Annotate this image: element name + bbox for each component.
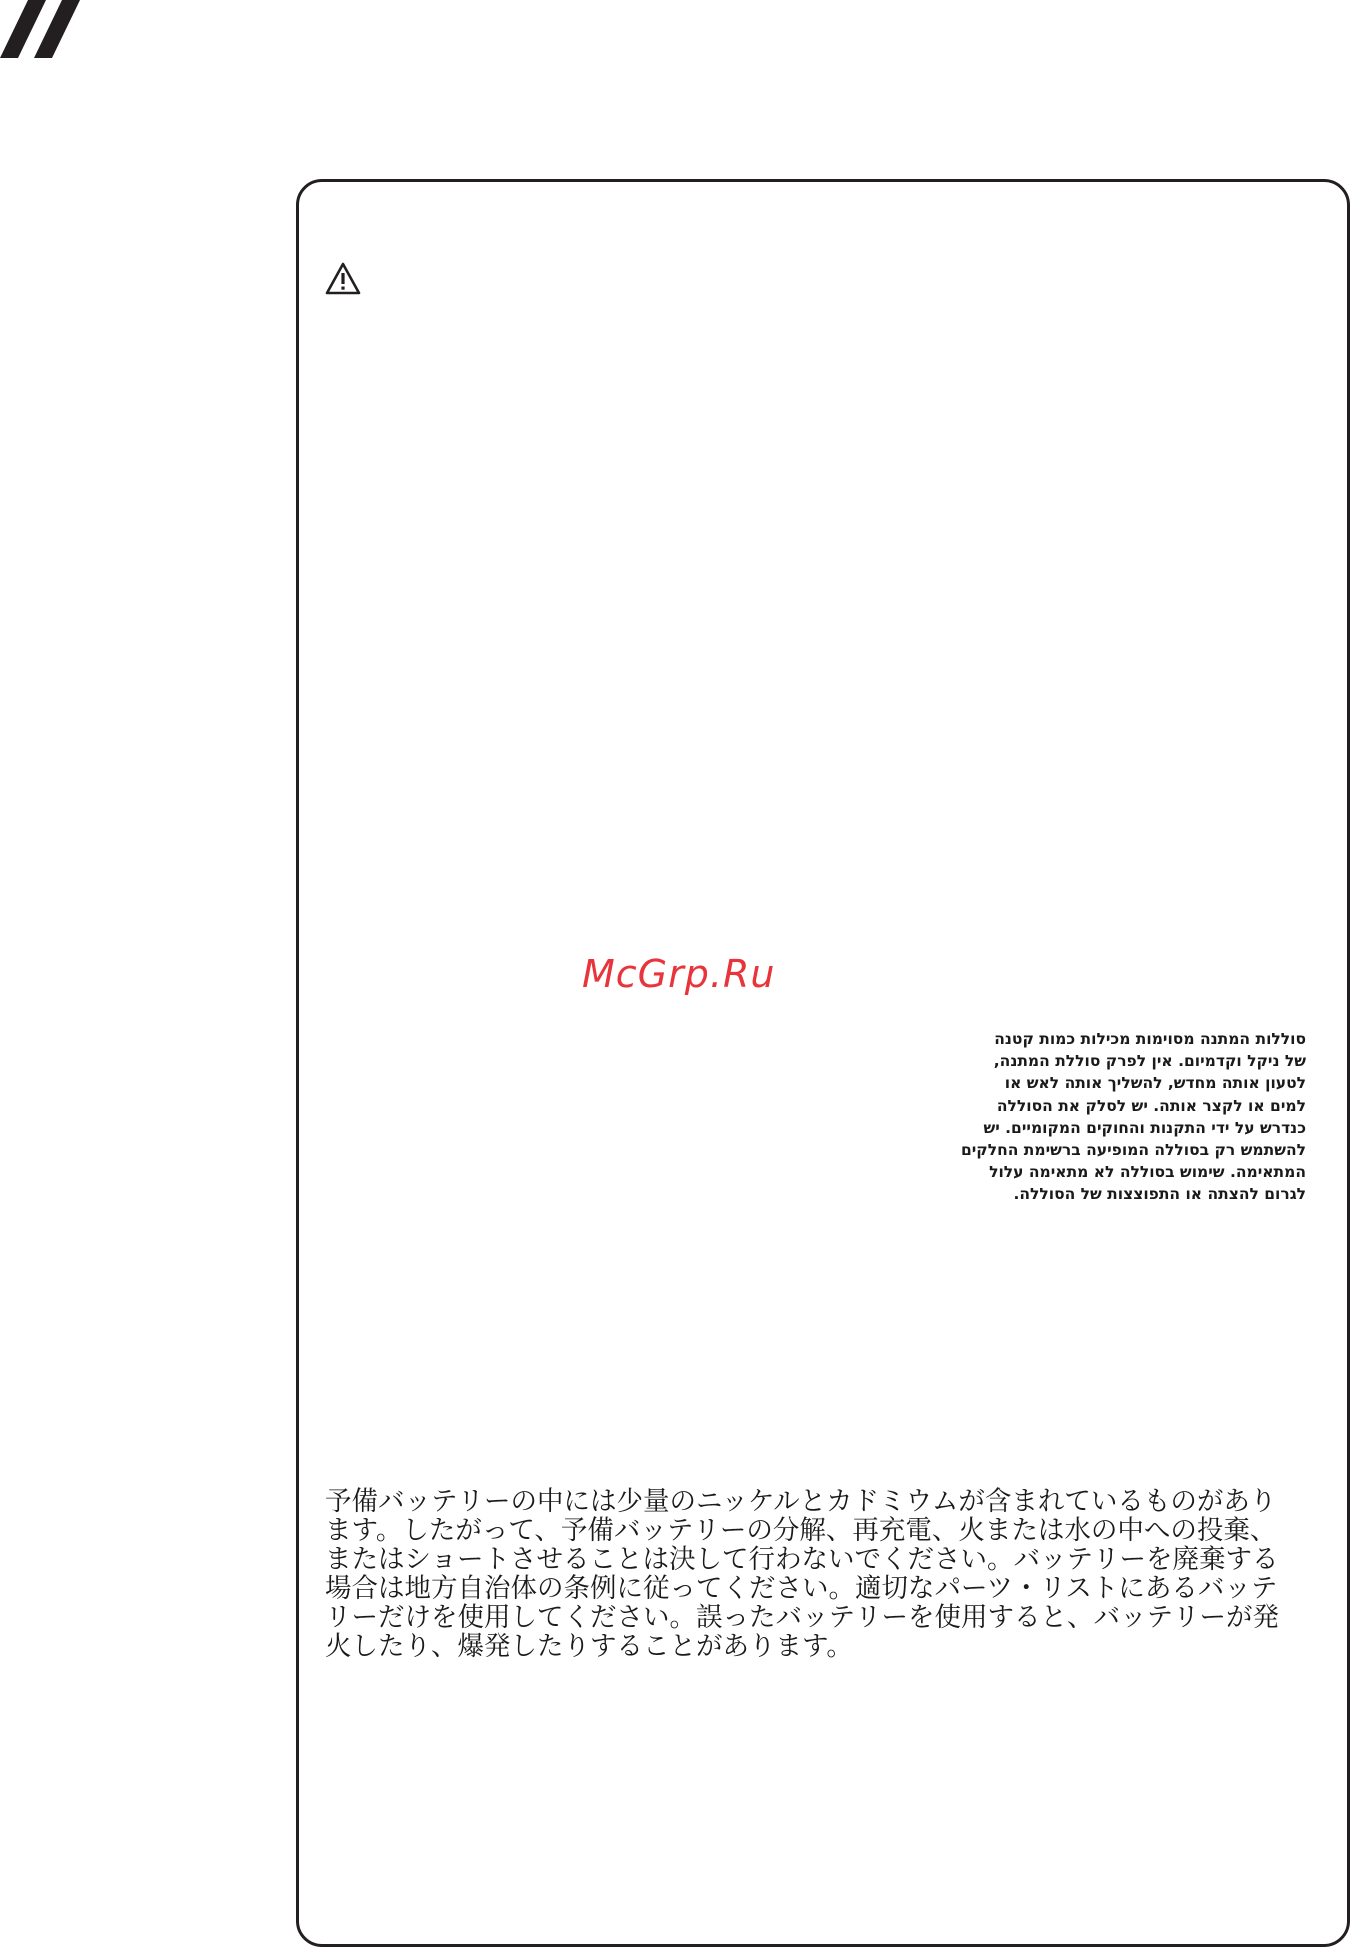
hebrew-notice-line: לטעון אותה מחדש, להשליך אותה לאש או (1004, 1074, 1306, 1093)
warning-triangle-icon (324, 261, 362, 296)
japanese-battery-notice (325, 1487, 1325, 1661)
hebrew-notice-line: להשתמש רק בסוללה המופיעה ברשימת החלקים (960, 1141, 1306, 1160)
japanese-notice-line: ます。したがって、予備バッテリーの分解、再充電、火または水の中への投棄、 (325, 1515, 1277, 1546)
watermark: McGrp.Ru (582, 952, 776, 996)
hebrew-notice-line: לגרום להצתה או התפוצצות של הסוללה. (1013, 1185, 1306, 1204)
japanese-notice-line: 火したり、爆発したりすることがあります。 (325, 1631, 853, 1662)
japanese-notice-line: 予備バッテリーの中には少量のニッケルとカドミウムが含まれているものがあり (325, 1486, 1277, 1517)
japanese-notice-line: 場合は地方自治体の条例に従ってください。適切なパーツ・リストにあるバッテ (325, 1573, 1278, 1604)
japanese-notice-line: リーだけを使用してください。誤ったバッテリーを使用すると、バッテリーが発 (325, 1602, 1279, 1633)
hebrew-notice-line: כנדרש על ידי התקנות והחוקים המקומיים. יש (983, 1118, 1306, 1137)
double-slash-logo-icon (0, 0, 82, 62)
hebrew-notice-line: המתאימה. שימוש בסוללה לא מתאימה עלול (989, 1163, 1306, 1182)
japanese-notice-line: またはショートさせることは決して行わないでください。バッテリーを廃棄する (325, 1544, 1279, 1575)
hebrew-notice-line: של ניקל וקדמיום. אין לפרק סוללת המתנה, (993, 1052, 1306, 1071)
hebrew-notice-line: למים או לקצר אותה. יש לסלק את הסוללה (996, 1096, 1306, 1115)
hebrew-battery-notice (880, 1028, 1306, 1206)
hebrew-notice-line: סוללות המתנה מסוימות מכילות כמות קטנה (994, 1030, 1306, 1048)
